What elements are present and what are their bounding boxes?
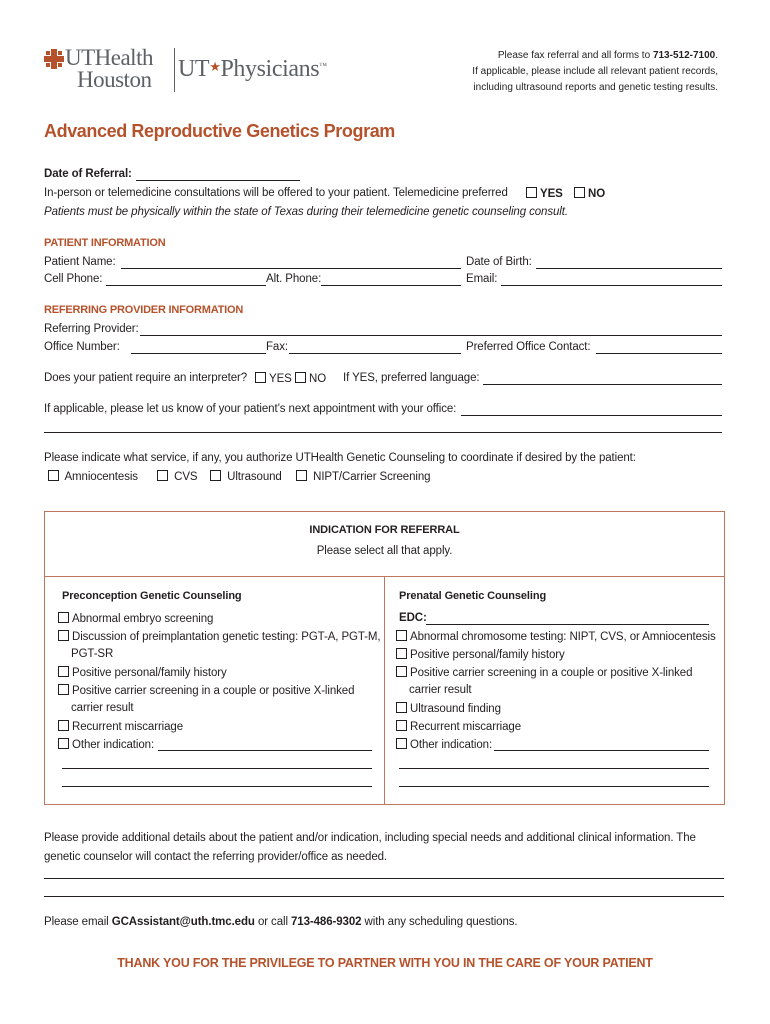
right-other-field-3[interactable]: [399, 786, 709, 787]
page-title: Advanced Reproductive Genetics Program: [44, 121, 395, 141]
right-other-field-2[interactable]: [399, 768, 709, 769]
patient-info-heading: PATIENT INFORMATION: [44, 237, 166, 249]
indication-heading: INDICATION FOR REFERRAL: [309, 524, 460, 536]
right-item-3[interactable]: Ultrasound finding: [396, 702, 501, 715]
thank-you-banner: THANK YOU FOR THE PRIVILEGE TO PARTNER WITH YOU IN THE CARE OF YOUR PATIENT: [117, 956, 653, 970]
right-item-5[interactable]: Other indication:: [396, 738, 492, 751]
office-contact-field[interactable]: [596, 353, 722, 354]
checkbox[interactable]: [296, 470, 307, 481]
contact-line: Please email GCAssistant@uth.tmc.edu or call 713-486-9302 with any scheduling questions.: [44, 916, 518, 928]
alt-phone-label: Alt. Phone:: [266, 273, 322, 285]
checkbox[interactable]: [255, 372, 266, 383]
checkbox[interactable]: [396, 738, 407, 749]
service-nipt[interactable]: NIPT/Carrier Screening: [296, 470, 430, 483]
right-item-2[interactable]: Positive carrier screening in a couple or positive X-linked: [396, 666, 692, 679]
service-cvs[interactable]: CVS: [157, 470, 197, 483]
logo-physicians-post: Physicians: [220, 56, 320, 82]
email-label: Email:: [466, 273, 498, 285]
checkbox[interactable]: [396, 702, 407, 713]
provider-info-heading: REFERRING PROVIDER INFORMATION: [44, 304, 244, 316]
checkbox[interactable]: [58, 612, 69, 623]
details-line2: genetic counselor will contact the referring provider/office as needed.: [44, 851, 387, 863]
office-number-field[interactable]: [131, 353, 266, 354]
logo-divider: [174, 48, 175, 92]
provider-fax-label: Fax:: [266, 341, 288, 353]
checkbox[interactable]: [58, 738, 69, 749]
checkbox[interactable]: [157, 470, 168, 481]
left-item-3[interactable]: Positive carrier screening in a couple or positive X-linked: [58, 684, 354, 697]
checkbox[interactable]: [396, 648, 407, 659]
right-item-4[interactable]: Recurrent miscarriage: [396, 720, 521, 733]
checkbox[interactable]: [58, 666, 69, 677]
checkbox[interactable]: [396, 720, 407, 731]
checkbox[interactable]: [574, 187, 585, 198]
email-field[interactable]: [501, 285, 722, 286]
appointment-field[interactable]: [461, 415, 722, 416]
header-note-line3: including ultrasound reports and genetic testing results.: [473, 82, 718, 93]
patient-name-field[interactable]: [121, 268, 461, 269]
right-item-2-cont: carrier result: [409, 684, 472, 696]
right-other-field[interactable]: [494, 750, 709, 751]
checkbox[interactable]: [58, 720, 69, 731]
left-item-0[interactable]: Abnormal embryo screening: [58, 612, 213, 625]
checkbox[interactable]: [58, 630, 69, 641]
office-contact-label: Preferred Office Contact:: [466, 341, 591, 353]
contact-phone[interactable]: 713-486-9302: [291, 916, 362, 928]
appointment-text: If applicable, please let us know of your patient’s next appointment with your office:: [44, 403, 457, 415]
uthealth-cross-icon: [44, 49, 64, 69]
cell-phone-label: Cell Phone:: [44, 273, 103, 285]
details-field-1[interactable]: [44, 878, 724, 879]
fax-number: 713-512-7100: [652, 50, 716, 61]
left-item-3-cont: carrier result: [71, 702, 134, 714]
telemedicine-yes[interactable]: YES: [526, 187, 563, 200]
interpreter-question: Does your patient require an interpreter?: [44, 372, 248, 384]
referring-provider-field[interactable]: [140, 335, 722, 336]
interpreter-no[interactable]: NO: [295, 372, 326, 385]
header-note: [472, 48, 718, 96]
preconception-heading: Preconception Genetic Counseling: [62, 590, 242, 602]
date-of-referral-field[interactable]: [136, 180, 300, 181]
service-amniocentesis[interactable]: Amniocentesis: [48, 470, 138, 483]
provider-fax-field[interactable]: [289, 353, 461, 354]
checkbox[interactable]: [526, 187, 537, 198]
dob-label: Date of Birth:: [466, 256, 532, 268]
left-other-field-3[interactable]: [62, 786, 372, 787]
indication-divider-v: [384, 576, 385, 804]
logo: [44, 45, 344, 97]
left-item-2[interactable]: Positive personal/family history: [58, 666, 227, 679]
service-ultrasound[interactable]: Ultrasound: [210, 470, 282, 483]
logo-tm: ™: [319, 61, 327, 70]
details-line1: Please provide additional details about the patient and/or indication, including special needs and additional clinical information. The: [44, 832, 696, 844]
details-field-2[interactable]: [44, 896, 724, 897]
appointment-field-2[interactable]: [44, 432, 722, 433]
header-note-line2: If applicable, please include all relevant patient records,: [472, 66, 718, 77]
preferred-language-field[interactable]: [483, 384, 722, 385]
services-text: Please indicate what service, if any, you authorize UTHealth Genetic Counseling to coordinate if desired by the patient:: [44, 452, 636, 464]
telemedicine-text: In-person or telemedicine consultations will be offered to your patient. Telemedicine preferred: [44, 187, 508, 199]
indication-sub: Please select all that apply.: [316, 545, 453, 557]
referring-provider-label: Referring Provider:: [44, 323, 139, 335]
left-item-5[interactable]: Other indication:: [58, 738, 154, 751]
texas-note: Patients must be physically within the state of Texas during their telemedicine genetic counseling consult.: [44, 206, 568, 218]
edc-label: EDC:: [399, 612, 427, 624]
alt-phone-field[interactable]: [321, 285, 461, 286]
right-item-0[interactable]: Abnormal chromosome testing: NIPT, CVS, or Amniocentesis: [396, 630, 716, 643]
header-note-line1: Please fax referral and all forms to 713-512-7100.: [497, 50, 718, 61]
left-other-field[interactable]: [158, 750, 372, 751]
right-item-1[interactable]: Positive personal/family history: [396, 648, 565, 661]
cell-phone-field[interactable]: [106, 285, 266, 286]
logo-physicians-pre: UT: [178, 56, 210, 82]
left-item-4[interactable]: Recurrent miscarriage: [58, 720, 183, 733]
logo-org-line2: Houston: [77, 67, 152, 92]
preferred-language-label: If YES, preferred language:: [343, 372, 480, 384]
interpreter-yes[interactable]: YES: [255, 372, 292, 385]
date-of-referral-label: Date of Referral:: [44, 168, 132, 180]
checkbox[interactable]: [295, 372, 306, 383]
office-number-label: Office Number:: [44, 341, 120, 353]
star-icon: ★: [209, 59, 221, 74]
telemedicine-no[interactable]: NO: [574, 187, 605, 200]
checkbox[interactable]: [396, 630, 407, 641]
checkbox[interactable]: [396, 666, 407, 677]
left-item-1-cont: PGT-SR: [71, 648, 114, 660]
contact-email-link[interactable]: GCAssistant@uth.tmc.edu: [111, 916, 255, 928]
logo-org-line1: UTHealth: [65, 45, 153, 70]
checkbox[interactable]: [48, 470, 59, 481]
logo-physicians: [178, 56, 327, 83]
left-item-1[interactable]: Discussion of preimplantation genetic testing: PGT-A, PGT-M,: [58, 630, 380, 643]
checkbox[interactable]: [210, 470, 221, 481]
edc-field[interactable]: [426, 624, 709, 625]
checkbox[interactable]: [58, 684, 69, 695]
prenatal-heading: Prenatal Genetic Counseling: [399, 590, 547, 602]
dob-field[interactable]: [536, 268, 722, 269]
patient-name-label: Patient Name:: [44, 256, 116, 268]
left-other-field-2[interactable]: [62, 768, 372, 769]
